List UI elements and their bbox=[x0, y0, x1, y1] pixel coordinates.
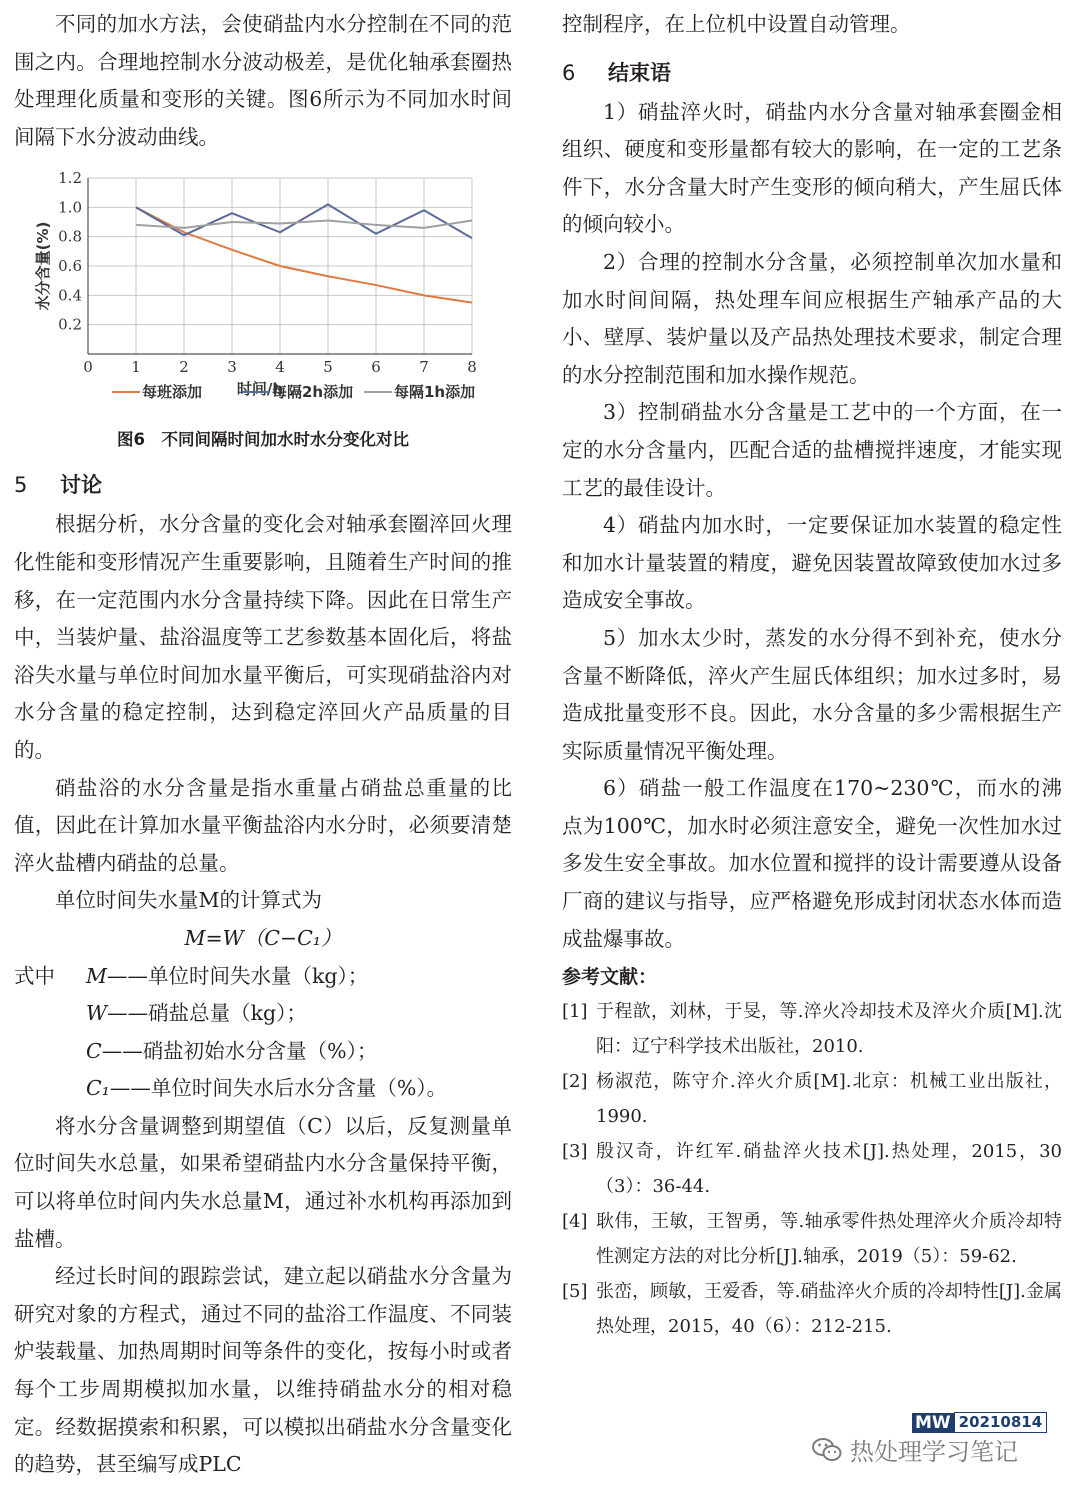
wechat-watermark bbox=[812, 1432, 1018, 1467]
definition-symbol: W bbox=[86, 1001, 108, 1026]
section-5-paragraph-5: 经过长时间的跟踪尝试，建立起以硝盐水分含量为研究对象的方程式，通过不同的盐浴工作温度、不同装炉装载量、加热周期时间等条件的变化，按每小时或者每个工步周期模拟加水量，以维持硝盐水分的相对稳定。经数据摸索和积累，可以模拟出硝盐水分含量变化的趋势，甚至编写成PLC bbox=[14, 1264, 512, 1477]
section-5-paragraph-3: 单位时间失水量M的计算式为 bbox=[55, 888, 322, 913]
reference-number: [1] bbox=[562, 1001, 588, 1023]
reference-text: 于程歆，刘林，于旻，等.淬火冷却技术及淬火介质[M].沈阳：辽宁科学技术出版社，2010. bbox=[596, 1001, 1062, 1058]
reference-text: 殷汉奇，许红军.硝盐淬火技术[J].热处理，2015，30（3）：36-44. bbox=[596, 1141, 1062, 1198]
section-6-item-5: 5）加水太少时，蒸发的水分得不到补充，使水分含量不断降低，淬火产生屈氏体组织；加水过多时，易造成批量变形不良。因此，水分含量的多少需根据生产实际质量情况平衡处理。 bbox=[562, 625, 1062, 763]
continuation-text: 控制程序，在上位机中设置自动管理。 bbox=[562, 12, 911, 36]
section-5-number: 5 bbox=[14, 473, 28, 498]
definition-text: ——硝盐总量（kg）； bbox=[107, 1001, 307, 1026]
intro-paragraph: 不同的加水方法，会使硝盐内水分控制在不同的范围之内。合理地控制水分波动极差，是优化轴承套圈热处理理化质量和变形的关键。图6所示为不同加水时间间隔下水分波动曲线。 bbox=[14, 12, 512, 149]
y-tick-label: 0.2 bbox=[58, 316, 82, 335]
water-content-chart bbox=[14, 166, 512, 426]
definition-prefix: 式中 bbox=[14, 963, 55, 988]
definition-text: ——硝盐初始水分含量（%）； bbox=[101, 1038, 378, 1063]
y-tick-label: 0.8 bbox=[58, 228, 82, 247]
definition-text: ——单位时间失水量（kg）； bbox=[107, 963, 369, 988]
definition-symbol: C bbox=[86, 1038, 102, 1063]
reference-item bbox=[562, 1064, 1062, 1134]
definition-text: ——单位时间失水后水分含量（%）。 bbox=[109, 1076, 448, 1101]
reference-item bbox=[562, 1274, 1062, 1344]
legend-label: 每隔1h添加 bbox=[394, 383, 476, 402]
legend-label: 每班添加 bbox=[142, 383, 203, 402]
x-tick-label: 1 bbox=[131, 358, 141, 377]
x-tick-label: 2 bbox=[179, 358, 189, 377]
section-6-item-6: 6）硝盐一般工作温度在170~230℃，而水的沸点为100℃，加水时必须注意安全，避免一次性加水过多发生安全事故。加水位置和搅拌的设计需要遵从设备厂商的建议与指导，应严格避免形成封闭状态水体而造成盐爆事故。 bbox=[562, 776, 1062, 951]
x-tick-label: 6 bbox=[371, 358, 381, 377]
section-5-heading bbox=[14, 468, 512, 502]
definition-row bbox=[14, 995, 512, 1033]
watermark-text: 热处理学习笔记 bbox=[850, 1438, 1018, 1466]
definition-symbol: M bbox=[86, 963, 107, 988]
y-tick-label: 1.2 bbox=[58, 169, 82, 188]
x-tick-label: 8 bbox=[467, 358, 477, 377]
right-column bbox=[562, 0, 1062, 1344]
x-tick-label: 5 bbox=[323, 358, 333, 377]
section-6-title: 结束语 bbox=[608, 60, 671, 85]
section-6-number: 6 bbox=[562, 60, 576, 85]
figure-caption: 图6 不同间隔时间加水时水分变化对比 bbox=[117, 430, 409, 450]
definition-row bbox=[14, 1070, 512, 1108]
definitions-list bbox=[14, 958, 512, 1108]
section-5-title: 讨论 bbox=[60, 473, 102, 498]
references-title: 参考文献： bbox=[562, 966, 658, 989]
references-list bbox=[562, 994, 1062, 1344]
section-6-item-4: 4）硝盐内加水时，一定要保证加水装置的稳定性和加水计量装置的精度，避免因装置故障致使加水过多造成安全事故。 bbox=[562, 513, 1062, 613]
section-6-item-3: 3）控制硝盐水分含量是工艺中的一个方面，在一定的水分含量内，匹配合适的盐槽搅拌速度，才能实现工艺的最佳设计。 bbox=[562, 400, 1062, 500]
reference-number: [3] bbox=[562, 1141, 588, 1163]
journal-mark bbox=[912, 1412, 1047, 1433]
formula: M=W（C−C₁） bbox=[184, 925, 342, 950]
section-5-paragraph-4: 将水分含量调整到期望值（C）以后，反复测量单位时间失水总量，如果希望硝盐内水分含量保持平衡，可以将单位时间内失水总量M，通过补水机构再添加到盐槽。 bbox=[14, 1113, 512, 1251]
definition-symbol: C₁ bbox=[86, 1076, 110, 1101]
y-axis-label: 水分含量(%) bbox=[34, 222, 52, 311]
section-6-item-1: 1）硝盐淬火时，硝盐内水分含量对轴承套圈金相组织、硬度和变形量都有较大的影响，在一定的工艺条件下，水分含量大时产生变形的倾向稍大，产生屈氏体的倾向较小。 bbox=[562, 99, 1062, 237]
reference-text: 杨淑范，陈守介.淬火介质[M].北京：机械工业出版社，1990. bbox=[596, 1071, 1062, 1128]
journal-badge: MW bbox=[912, 1413, 954, 1433]
wechat-icon bbox=[812, 1437, 842, 1463]
definition-row bbox=[14, 958, 512, 996]
definition-row bbox=[14, 1033, 512, 1071]
reference-item bbox=[562, 1134, 1062, 1204]
section-5-paragraph-1: 根据分析，水分含量的变化会对轴承套圈淬回火理化性能和变形情况产生重要影响，且随着生产时间的推移，在一定范围内水分含量持续下降。因此在日常生产中，当装炉量、盐浴温度等工艺参数基本固化后，将盐浴失水量与单位时间加水量平衡后，可实现硝盐浴内对水分含量的稳定控制，达到稳定淬回火产品质量的目的。 bbox=[14, 512, 512, 762]
series-line-3 bbox=[136, 221, 472, 228]
y-tick-label: 0.4 bbox=[58, 286, 82, 305]
x-tick-label: 3 bbox=[227, 358, 237, 377]
section-6-item-2: 2）合理的控制水分含量，必须控制单次加水量和加水时间间隔，热处理车间应根据生产轴承产品的大小、壁厚、装炉量以及产品热处理技术要求，制定合理的水分控制范围和加水操作规范。 bbox=[562, 249, 1062, 387]
y-tick-label: 1.0 bbox=[58, 198, 82, 217]
reference-number: [4] bbox=[562, 1211, 588, 1233]
reference-text: 张峦，顾敏，王爱香，等.硝盐淬火介质的冷却特性[J].金属热处理，2015，40（6）：212-215. bbox=[596, 1281, 1062, 1338]
legend-label: 每隔2h添加 bbox=[272, 383, 354, 402]
reference-number: [5] bbox=[562, 1281, 588, 1303]
x-tick-label: 7 bbox=[419, 358, 429, 377]
section-5-paragraph-2: 硝盐浴的水分含量是指水重量占硝盐总重量的比值，因此在计算加水量平衡盐浴内水分时，必须要清楚淬火盐槽内硝盐的总量。 bbox=[14, 775, 512, 875]
reference-text: 耿伟，王敏，王智勇，等.轴承零件热处理淬火介质冷却特性测定方法的对比分析[J].轴承，2019（5）：59-62. bbox=[596, 1211, 1062, 1268]
x-tick-label: 0 bbox=[83, 358, 93, 377]
x-axis-label: 时间/h bbox=[236, 380, 284, 399]
issue-date: 20210814 bbox=[954, 1412, 1048, 1433]
reference-item bbox=[562, 994, 1062, 1064]
y-tick-label: 0.6 bbox=[58, 257, 82, 276]
left-column bbox=[14, 0, 512, 1484]
x-tick-label: 4 bbox=[275, 358, 285, 377]
section-6-heading bbox=[562, 56, 1062, 90]
figure-6 bbox=[14, 166, 512, 456]
reference-item bbox=[562, 1204, 1062, 1274]
reference-number: [2] bbox=[562, 1071, 588, 1093]
